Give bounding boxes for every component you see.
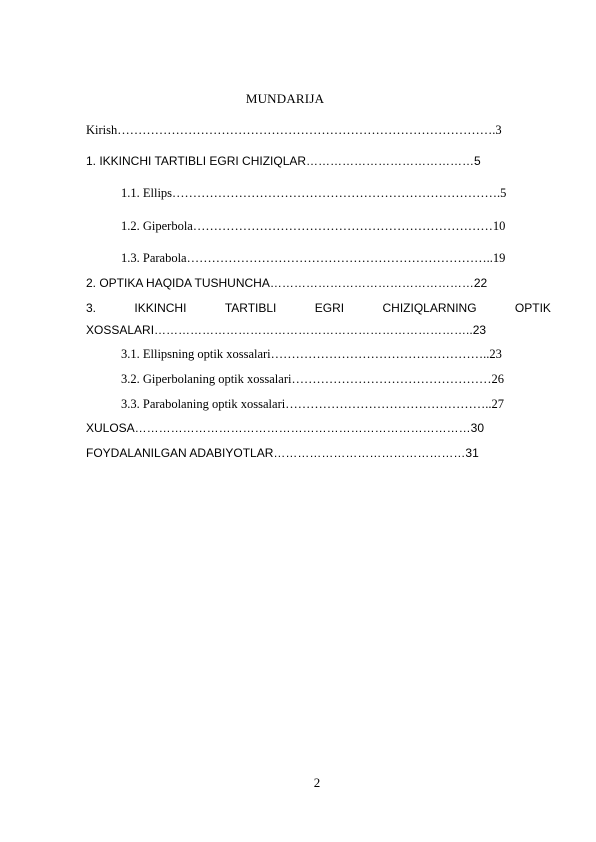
toc-word: 3.	[86, 301, 97, 315]
toc-entry-1-2: 1.2. Giperbola………………………………………………………………10	[121, 219, 506, 233]
toc-word: IKKINCHI	[134, 301, 187, 315]
toc-entry-3-2: 3.2. Giperbolaning optik xossalari…………………………………………26	[121, 372, 504, 386]
toc-entry-1-1: 1.1. Ellips…………………………………………………………………….5	[121, 186, 507, 200]
toc-word: CHIZIQLARNING	[382, 301, 477, 315]
toc-entry-kirish: Kirish……………………………………………………………………………….3	[86, 123, 502, 137]
toc-word: EGRI	[314, 301, 345, 315]
toc-entry-xulosa: XULOSA…………………………………………………………………………30	[86, 421, 485, 435]
page-number: 2	[313, 775, 321, 790]
toc-entry-chapter-2: 2. OPTIKA HAQIDA TUSHUNCHA……………………………………………22	[86, 276, 488, 290]
toc-entry-chapter-1: 1. IKKINCHI TARTIBLI EGRI CHIZIQLAR……………………………………5	[86, 154, 481, 168]
page-title: MUNDARIJA	[245, 91, 325, 106]
toc-entry-chapter-3-line-1	[86, 301, 551, 315]
toc-entry-3-1: 3.1. Ellipsning optik xossalari……………………………………………..23	[121, 347, 502, 361]
toc-word: OPTIK	[514, 301, 551, 315]
toc-entry-chapter-3-line-2: XOSSALARI……………………………………………………………………..23	[86, 323, 487, 337]
toc-entry-1-3: 1.3. Parabola………………………………………………………………..19	[121, 251, 506, 265]
toc-entry-3-3: 3.3. Parabolaning optik xossalari…………………………………………..27	[121, 397, 504, 411]
toc-word: TARTIBLI	[224, 301, 277, 315]
toc-entry-adabiyotlar: FOYDALANILGAN ADABIYOTLAR…………………………………………31	[86, 446, 479, 460]
